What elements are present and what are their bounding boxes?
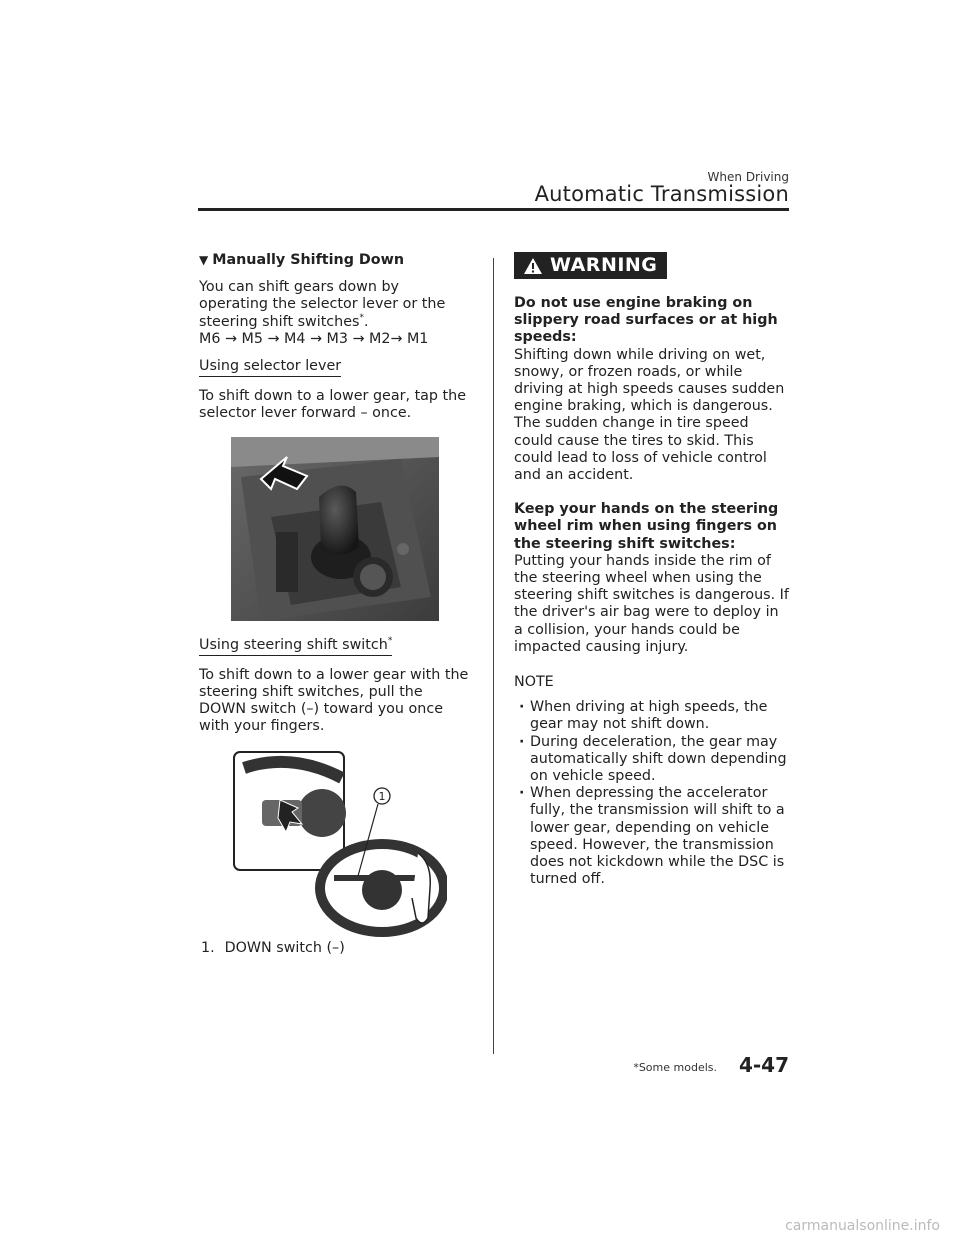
note-item: · When depressing the accelerator fully, the transmission will shift to a lower gear, depending on vehicle speed. However, the transmission does not kickdown while the DSC is turned off.: [514, 785, 790, 888]
warning-2-text: Putting your hands inside the rim of the steering wheel when using the steering shift switches is dangerous. If the driver's air bag were to deploy in a collision, your hands could be impacted causing injury.: [514, 552, 789, 655]
selector-lever-heading: Using selector lever: [199, 358, 341, 377]
caption-number: 1.: [201, 939, 215, 956]
steering-heading-text: Using steering shift switch: [199, 636, 388, 653]
page-number: 4-47: [738, 1053, 789, 1077]
left-column: [199, 252, 471, 957]
caption-text: DOWN switch (–): [224, 939, 345, 956]
right-column: [514, 252, 790, 889]
callout-number: 1: [378, 789, 386, 803]
warning-badge: [514, 252, 667, 279]
some-models-mark: *: [359, 312, 364, 323]
header-rule: [198, 208, 789, 211]
note-list: [514, 699, 790, 888]
page-title: Automatic Transmission: [534, 182, 789, 206]
intro-paragraph: [199, 279, 471, 348]
some-models-mark: *: [387, 635, 393, 646]
warning-1-title: Do not use engine braking on slippery road surfaces or at high speeds:: [514, 295, 778, 346]
steering-wheel-diagram: [232, 748, 447, 938]
selector-lever-text: To shift down to a lower gear, tap the selector lever forward – once.: [199, 388, 467, 422]
warning-icon: [523, 257, 543, 275]
section-label: When Driving: [707, 170, 789, 184]
note-title: NOTE: [514, 674, 554, 691]
intro-period: .: [363, 313, 369, 330]
watermark: carmanualsonline.info: [785, 1218, 940, 1234]
warning-1-text: Shifting down while driving on wet, snowy, or frozen roads, or while driving at high speeds causes sudden engine braking, which is dangerous. The sudden change in tire speed could cause the tires to skid. This could lead to loss of vehicle control and an accident.: [514, 346, 785, 484]
steering-switch-text: To shift down to a lower gear with the steering shift switches, pull the DOWN switch (–) toward you once with your fingers.: [199, 666, 469, 735]
footnote: *Some models.: [633, 1061, 717, 1074]
warning-2-title: Keep your hands on the steering wheel rim when using fingers on the steering shift switches:: [514, 501, 779, 552]
gear-sequence: M6 → M5 → M4 → M3 → M2→ M1: [199, 330, 429, 347]
warning-label: WARNING: [550, 253, 658, 276]
heading-text: Manually Shifting Down: [212, 252, 405, 268]
note-item: · When driving at high speeds, the gear may not shift down.: [514, 699, 790, 733]
steering-switch-heading: [199, 637, 392, 656]
intro-text: You can shift gears down by operating the selector lever or the steering shift switches: [199, 279, 446, 330]
selector-lever-photo: [231, 437, 439, 621]
triangle-marker-icon: ▼: [199, 253, 209, 267]
figure-caption: [199, 940, 471, 957]
section-heading: [199, 252, 471, 269]
column-divider: [493, 258, 494, 1054]
note-item: · During deceleration, the gear may automatically shift down depending on vehicle speed.: [514, 734, 790, 786]
